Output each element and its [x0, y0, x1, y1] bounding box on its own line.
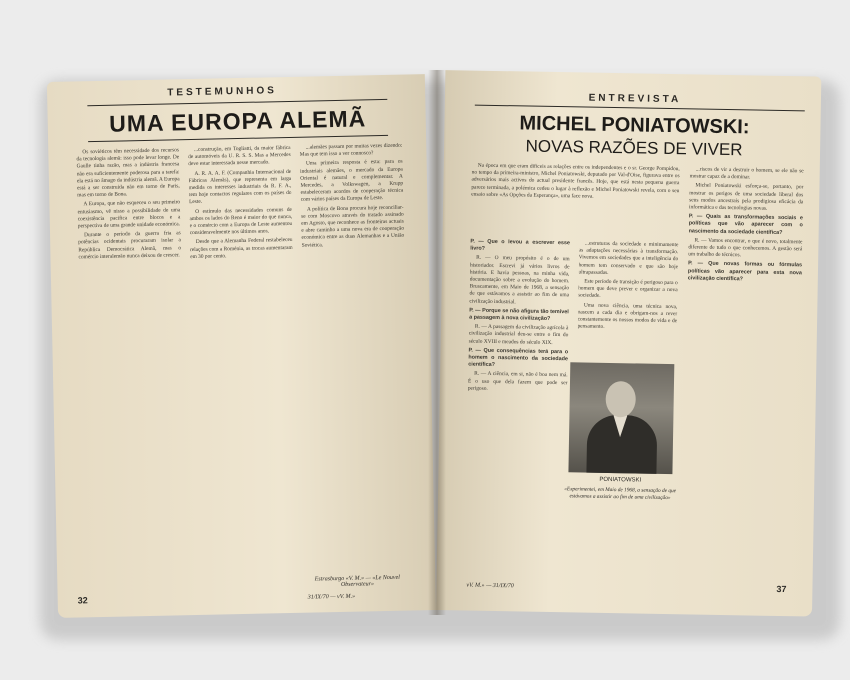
headline: UMA EUROPA ALEMÃ — [108, 105, 367, 137]
headline-line-2: NOVAS RAZÕES DE VIVER — [525, 136, 743, 160]
paragraph: A Europa, que não esqueceu o seu primeiro entusiasmo, vê nisso a possibilidade de uma coexistência pacífica entre blocos e a perspectiva de uma grande unidade económica. — [77, 199, 181, 230]
answer: R. — A ciência, em si, não é boa nem má. É o uso que dela fazem que pode ser perigoso. — [467, 371, 568, 392]
column-1 — [76, 147, 188, 579]
photo-figure-head — [605, 381, 636, 418]
question: P. — Que novas formas ou fórmulas políticas vão aparecer para esta nova civilização científica? — [687, 260, 803, 283]
paragraph: A política de Bona procura hoje reconciliar-se com Moscovo através do tratado assinado em Agosto, que reconhece as fronteiras actuais e abre caminho a uma nova era de cooperação económica entre as duas Alemanhas e a União Soviética. — [301, 204, 405, 249]
column-3 — [300, 143, 412, 575]
paragraph: ...construção, em Togliatti, da maior fábrica de automóveis da U. R. S. S. Mas a Mercedes deve estar interessada nesse mercado. — [188, 144, 291, 168]
column-2 — [188, 145, 300, 577]
portrait-photo — [568, 362, 674, 474]
paragraph: Uma nova ciência, uma técnica nova, nascem a cada dia e obrigam-nos a rever constantemente os nossos modos de vida e de pensamento. — [577, 302, 678, 331]
answer: R. — A passagem da civilização agrícola à civilização industrial deu-se entre o fim do século XVIII e meados do século XIX. — [468, 323, 569, 346]
paragraph: A. R. A. A. F. (Companhia Internacional de Fábricas Alemãs), que representa em larga medida os interesses industriais da R. F. A., tem hoje contactos regulares com os países do Leste. — [188, 168, 292, 206]
headline-line-1: MICHEL PONIATOWSKI: — [519, 112, 750, 139]
page-number-left: 32 — [77, 595, 88, 606]
answer: R. — Vamos encontrar, o que é novo, totalmente diferente de tudo o que conhecemos. A gestão será um trabalho de técnicos. — [688, 237, 803, 259]
question: P. — Quais as transformações sociais e políticas que vão aparecer com o nascimento da sociedade científica? — [688, 213, 803, 236]
question: P. — Que consequências terá para o homem o nascimento da sociedade científica? — [468, 347, 569, 369]
paragraph: Os soviéticos têm necessidade dos recursos da tecnologia alemã: isso pode levar longe. De Gaulle tinha razão, mas a indústria francesa não era suficientemente poderosa para a tarefa: ela está no âmago da indústria alemã. A Europa está a ser construída não em torno de Paris, mas em torno de Bona. — [76, 147, 180, 199]
column-3 — [683, 166, 804, 568]
footer-left: 31/IX/70 — vV. M.» — [307, 593, 356, 601]
section-label-entrevista: ENTREVISTA — [588, 92, 682, 106]
page-number-right: 37 — [776, 583, 787, 595]
spine-gutter — [428, 70, 446, 615]
paragraph: Uma primeira resposta é esta: para os industriais alemães, o mercado da Europa Oriental é natural e complementar. A Mercedes, a Volkswagen, a Krupp estabeleceram acordos de cooperação técnica com vários países da Europa de Leste. — [300, 159, 404, 204]
column-2 — [577, 240, 678, 352]
paragraph: Este período de transição é perigoso para o homem que deve prever e organizar a nova sociedade. — [577, 278, 678, 300]
paragraph: ...estruturas da sociedade e minimamente as adaptações necessárias à transformação. Vivemos em sociedades que a inteligência do homem tem conservado e que são hoje ultrapassadas. — [578, 240, 679, 276]
paragraph: Na época em que eram difíceis as relações entre os independentes e o sr. George Pompidou, no tempo da primeira-ministro, Michel Poniatowski, deputado por Val-d'Oise, figurava entre os adversários mais activos do actual presidente francês. Hoje, que está nesta pequena guerra parece terminada, a polémica cedeu o lugar à reflexão e Michel Poniatowski revela, com o seu ensaio sobre «As Opções da Esperança», uma face nova. — [471, 162, 680, 200]
column-1 — [465, 239, 570, 571]
article-body — [76, 143, 411, 580]
question: P. — Que o levou a escrever esse livro? — [470, 238, 570, 253]
paragraph: Desde que a Alemanha Federal restabeleceu relações com a Roménia, as trocas aumentaram em 30 por cento. — [190, 237, 293, 260]
photo-caption: PONIATOWSKI — [599, 476, 642, 484]
paragraph: Michel Poniatowski esforça-se, portanto, por mostrar os perigos de uma sociedade liberal dos seus modos ancestrais pela prodigiosa eficácia da informática e das tecnologias novas. — [689, 182, 804, 212]
header-rule — [475, 105, 805, 112]
footer-right: vV. M.» — 31/IX/70 — [466, 582, 514, 590]
paragraph: Durante o período da guerra fria as potências ocidentais procuraram isolar a República Democrática Alemã, mas o comércio interalemão nunca deixou de crescer. — [78, 230, 182, 261]
question: P. — Porque se não afigura tão temível a passagem à nova civilização? — [469, 307, 569, 322]
intro-text — [471, 163, 680, 237]
answer: R. — O meu propósito é o de um historiador. Escrevi já vários livros de história. E havia pessoas, na minha vida, documentação sobre a evolução do homem. Bruscamente, em Maio de 1968, a sensação de que estávamos a assistir ao fim de uma civilização industrial. — [469, 255, 570, 305]
paragraph: ...alemães passam por muitas vezes dizendo: Mas que tem isso a ver connosco? — [299, 142, 403, 158]
right-page — [436, 70, 821, 616]
photo-subcaption: «Experimentei, em Maio de 1968, a sensação de que estávamos a assistir ao fim de uma civilização» — [564, 486, 677, 501]
left-page — [47, 74, 436, 618]
byline: Estrasburgo «V. M.» — «Le Nouvel Observateur» — [314, 574, 400, 588]
section-label-testemunhos: TESTEMUNHOS — [167, 85, 278, 99]
paragraph: O estímulo das necessidades comuns de ambos os lados do Reno é maior do que nunca, e o comércio com a Europa de Leste aumentou consideravelmente nos últimos anos. — [189, 206, 293, 237]
paragraph: ...riscos de vir a destruir o homem, se ele não se mostrar capaz de a dominar. — [689, 166, 804, 181]
